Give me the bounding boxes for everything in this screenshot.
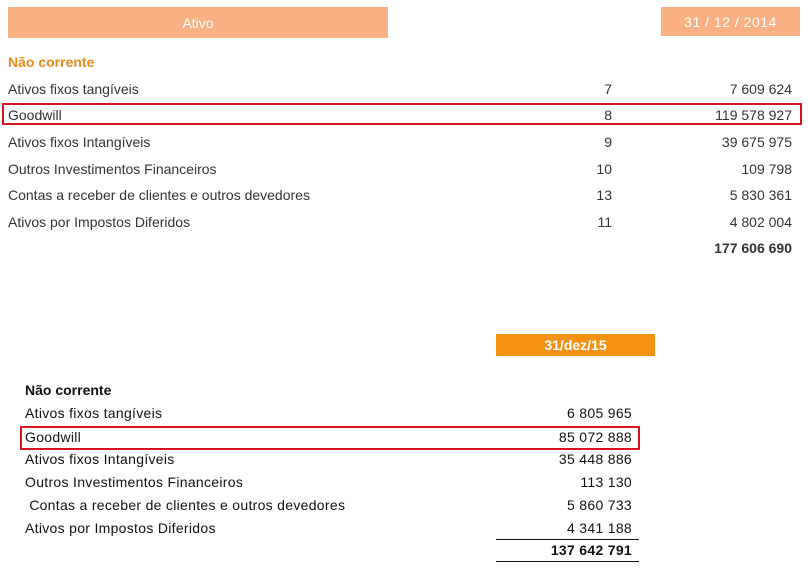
table-row	[0, 520, 808, 540]
header-ativo: Ativo	[8, 7, 388, 38]
row-label: Ativos fixos tangíveis	[8, 81, 139, 97]
row-value: 39 675 975	[721, 134, 792, 150]
table-row	[0, 161, 808, 181]
row-label: Outros Investimentos Financeiros	[25, 474, 244, 490]
total-2015: 137 642 791	[550, 542, 632, 558]
row-value: 109 798	[741, 161, 792, 177]
table-row	[0, 451, 808, 471]
table-row	[0, 81, 808, 101]
table-row	[0, 497, 808, 517]
table-row	[0, 405, 808, 425]
row-note: 13	[596, 187, 612, 203]
header-date-2014: 31 / 12 / 2014	[661, 7, 800, 36]
row-value: 113 130	[580, 474, 632, 490]
table-row	[0, 474, 808, 494]
row-note: 10	[596, 161, 612, 177]
row-value: 85 072 888	[558, 429, 632, 445]
total-rule-bottom	[496, 561, 639, 562]
row-label: Goodwill	[8, 107, 62, 123]
row-label: Goodwill	[25, 429, 82, 445]
table-row	[0, 214, 808, 234]
row-label: Contas a receber de clientes e outros devedores	[25, 497, 346, 513]
row-label: Ativos fixos Intangíveis	[25, 451, 175, 467]
row-value: 4 341 188	[567, 520, 632, 536]
row-note: 11	[597, 214, 612, 230]
row-value: 6 805 965	[567, 405, 632, 421]
row-note: 7	[604, 81, 612, 97]
goodwill-highlight-box-2015	[20, 426, 640, 450]
total-2014: 177 606 690	[714, 240, 792, 256]
row-value: 7 609 624	[729, 81, 792, 97]
section-title-2014: Não corrente	[8, 54, 95, 70]
table-row	[0, 134, 808, 154]
row-value: 5 860 733	[567, 497, 632, 513]
row-value: 4 802 004	[729, 214, 792, 230]
row-label: Ativos por Impostos Diferidos	[25, 520, 216, 536]
row-label: Ativos fixos Intangíveis	[8, 134, 151, 150]
row-note: 8	[604, 107, 612, 123]
row-label: Ativos fixos tangíveis	[25, 405, 163, 421]
table-row	[0, 187, 808, 207]
header-date-2015: 31/dez/15	[496, 334, 655, 356]
row-label: Outros Investimentos Financeiros	[8, 161, 217, 177]
row-label: Ativos por Impostos Diferidos	[8, 214, 191, 230]
row-note: 9	[604, 134, 612, 150]
section-title-2015: Não corrente	[25, 382, 112, 398]
total-rule-top	[496, 539, 639, 540]
row-value: 5 830 361	[729, 187, 792, 203]
row-value: 119 578 927	[715, 107, 792, 123]
row-value: 35 448 886	[558, 451, 632, 467]
row-label: Contas a receber de clientes e outros devedores	[8, 187, 310, 203]
goodwill-highlight-box-2014	[2, 103, 802, 125]
